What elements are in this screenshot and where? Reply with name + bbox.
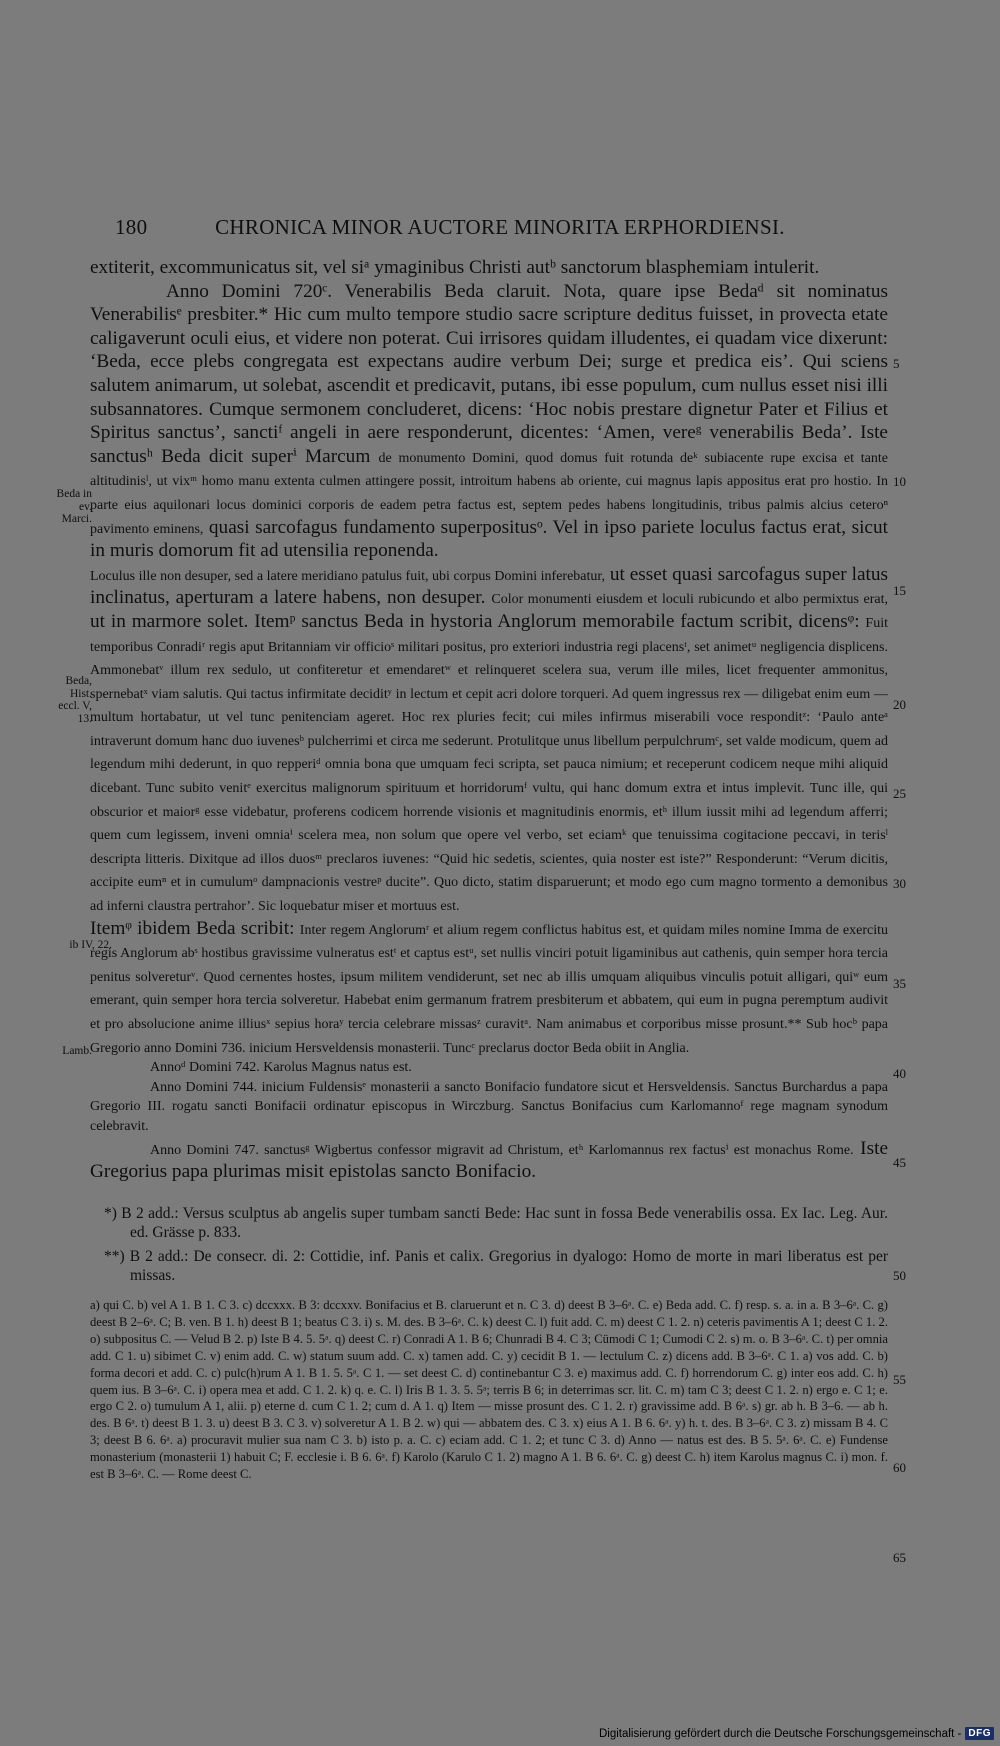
footer-text: Digitalisierung gefördert durch die Deutsche Forschungsgemeinschaft -: [598, 1727, 962, 1740]
critical-apparatus: a) qui C. b) vel A 1. B 1. C 3. c) dccxxx. B 3: dccxxv. Bonifacius et B. claruerunt et n. C 3. d) deest B 3–6ᵃ. C. e) Beda add. C. f) resp. s. a. in a. B 3–6ᵃ. C. g) deest B 2–6ᵃ. C; B. ven. B 1. h) deest B 1; beatus C 3. i) s. M. des. B 3–6ᵃ. C. k) deest C. l) fuit add. C. m) deest C 1. 2. n) ceteris pavimentis A 1; deest C 1. 2. o) subpositus C. — Velud B 2. p) Iste B 4. 5. 5ᵃ. q) deest C. r) Conradi A 1. B 6; Chunradi B 4. C 3; Cümodi C 1; Cumodi C 2. s) m. o. B 3–6ᵃ. C. t) per omnia add. C 1. u) sibimet C. v) enim add. C. w) statum suum add. C. x) tamen add. C. y) cecidit B 1. — lectulum C. z) dicens add. B 3–6ᵃ. C 1. a) vos add. C. b) forma decori et add. C. c) pulc(h)rum A 1. B 1. 5. 5ᵃ. C 1. — set deest C. d) continebantur C 3. e) maximus add. C. f) horrendorum C. g) inter eos add. C. h) quem ius. B 3–6ᵃ. C. i) opera mea et add. C 1. 2. k) q. e. C. l) Iris B 1. 3. 5. 5ᵃ; terris B 6; in deterrimas scr. lit. C. m) tam C 3; deest C 1. 2. n) ergo e. C 1; e. ergo C 2. o) tumulum A 1, alii. p) eterne d. cum C 1. 2; cum d. A 1. q) Item — misse prosunt des. C 1. 2. r) gravissime add. B 6ᵃ. s) gr. ab h. B 3–6. — ab h. des. B 6ᵃ. t) deest B 1. 3. u) deest B 3. C 3. v) solveretur A 1. B 2. w) qui — abbatem des. C 3. x) eius A 1. B 6. 6ᵃ. y) h. t. des. B 3–6ᵃ. C 3. z) missam B 4. C 3; deest B 6. 6ᵃ. a) procuravit mulier sua nam C 3. b) isto p. a. C. c) eciam add. C 1. 2; et tunc C 3. d) Anno — natus est des. B 5. 5ᵃ. 6ᵃ. C. e) Fundense monasterium (monasterii 1) habuit C; F. ecclesie i. B 6. 6ᵃ. f) Karolo (Karulo C 1. 2) magno A 1. B 6. 6ᵃ. C. g) deest C. h) item Karolus magnus C. i) mon. f. est B 3–6ᵃ. C. — Rome deest C.: [90, 1298, 888, 1482]
paragraph-8-quote: Anno Domini 747. sanctusᵍ Wigbertus confessor migravit ad Christum, etʰ Karlomannus rex factusⁱ est monachus Rome.: [150, 1142, 854, 1158]
paragraph-3-quote: Loculus ille non desuper, sed a latere meridiano patulus fuit, ubi corpus Domini inferebatur,: [90, 568, 605, 584]
paragraph-4-quote: Fuit temporibus Conradiʳ regis aput Britanniam vir officioˢ militari positus, pro exteriori industria regi placensᵗ, set animetᵘ negligencia displicens. Ammonebatᵛ illum rex sedulo, ut confiteretur et emendaretʷ et relinqueret scelera sua, verum ille miles, licet frequenter ammonitus, spernebatˣ viam salutis. Qui tactus infirmitate deciditʸ in lectum et cepit acri dolore torqueri. Ad quem ingressus rex — diligebat enim eum — multum hortabatur, ut vel tunc penitenciam ageret. Hoc rex pluries fecit; cui miles infirmus miserabili voce responditᶻ: ‘Paulo anteᵃ intraverunt domum hanc duo iuvenesᵇ pulcherrimi et circa me sederunt. Protulitque unus libellum perpulchrumᶜ, set valde modicum, quem ad legendum mihi dederunt, in quo repperiᵈ omnia bona que umquam feci scripta, set pauca nimium; et receperunt codicem neque mihi aliquid dicebant. Tunc subito venitᵉ exercitus malignorum spirituum et horridorumᶠ vultu, qui hanc domum extra et intus implevit. Tunc ille, qui obscurior et maiorᵍ esse videbatur, proferens codicem horrende visionis et magnitudinis enormis, etʰ illum iussit mihi ad legendum afferri; quem cum legissem, inveni omniaⁱ scelera mea, non solum que opere vel verbo, set eciamᵏ que tenuissima cogitacione peccavi, in terisˡ descripta litteris. Dixitque ad illos duosᵐ preclaros iuvenes: “Quid hic sedetis, scientes, quia noster est iste?” Responderunt: “Verum dicitis, accipite eumⁿ et in cumulumᵒ dampnacionis vestreᵖ ducite”. Quo dicto, statim disparuerunt; et modo ego cum magno tormento a demonibus ad inferni claustra pertrahor’. Sic loquebatur miser et mortuus est.: [90, 615, 888, 915]
body-text: [90, 256, 888, 1184]
paragraph-3-text: ut esset quasi sarcofagus super latus inclinatus, aperturam a latere habens, non desuper.: [90, 563, 889, 609]
paragraph-5-text: Itemᵠ ibidem Beda scribit:: [90, 917, 295, 939]
page-header: [115, 215, 885, 240]
paragraph-2-text: Anno Domini 720ᶜ. Venerabilis Beda claruit. Nota, quare ipse Bedaᵈ sit nominatus Venerabilisᵉ presbiter.* Hic cum multo tempore studio sacre scripture deditus fuisset, in provecta etate caligaverunt oculi eius, et videre non poterat. Cui irrisores quidam illudentes, ei quadam vice dixerunt: ‘Beda, ecce plebs congregata est expectans audire verbum Dei; surge et predica eis’. Qui sciens salutem animarum, ut solebat, ascendit et predicavit, putans, ibi esse populum, cum nullus esset nisi illi subsannatores. Cumque sermonem concluderet, dicens: ‘Hoc nobis prestare dignetur Pater et Filius et Spiritus sanctus’, sanctiᶠ angeli in aere responderunt, dicentes: ‘Amen, vereᵍ venerabilis Beda’. Iste sanctusʰ Beda dicit superⁱ Marcum: [90, 280, 888, 467]
dfg-logo: DFG: [965, 1727, 994, 1740]
paragraph-3: [90, 563, 888, 917]
line-number: 55: [893, 1372, 906, 1387]
line-number: 35: [893, 976, 906, 991]
paragraph-8-text: Iste Gregorius papa plurimas misit epistolas sancto Bonifacio.: [90, 1137, 889, 1183]
line-number: 15: [893, 583, 906, 598]
line-number: 25: [893, 786, 906, 801]
digitization-footer: [599, 1727, 994, 1740]
paragraph-1: extiterit, excommunicatus sit, vel siᵃ ymaginibus Christi autᵇ sanctorum blasphemiam intulerit.: [90, 257, 820, 278]
line-number: 65: [893, 1550, 906, 1565]
line-number: 5: [893, 356, 900, 371]
running-title: CHRONICA MINOR AUCTORE MINORITA ERPHORDIENSI.: [215, 215, 785, 239]
paragraph-2-quote: de monumento Domini, quod domus fuit rotunda deᵏ subiacente rupe excisa et tante altitudinisˡ, ut vixᵐ homo manu extenta culmen attingere possit, introitum habens ab oriente, cui magnus lapis appositus erat pro hostio. In parte eius aquilonari locus dominici corporis de eadem petra factus est, septem pedes habens longitudinis, tribus palmis alcius ceteroⁿ pavimento eminens,: [90, 450, 888, 537]
paragraph-5: [90, 917, 888, 1059]
footnote-1: *) B 2 add.: Versus sculptus ab angelis super tumbam sancti Bede: Hac sunt in fossa Bede venerabilis ossa. Ex Iac. Leg. Aur. ed. Grässe p. 833.: [104, 1205, 888, 1241]
line-number: 10: [893, 474, 906, 489]
page-number: 180: [115, 215, 148, 239]
line-number: 60: [893, 1460, 906, 1475]
line-number: 40: [893, 1066, 906, 1081]
margin-note-2: Beda, Hist. eccl. V, 13.: [58, 675, 92, 725]
margin-note-4: Lamb.: [62, 1045, 92, 1057]
paragraph-2: [90, 280, 888, 563]
paragraph-2-cont: quasi sarcofagus fundamento superpositusᵒ. Vel in ipso pariete loculus factus erat, sicut in muris domorum fit ad utensilia reponenda.: [90, 516, 888, 562]
paragraph-7: Anno Domini 744. inicium Fuldensisᵉ monasterii a sancto Bonifacio fundatore sicut et Hersveldensis. Sanctus Burchardus a papa Gregorio III. rogatu sancti Bonifacii ordinatur episcopus in Wirczburg. Sanctus Bonifacius cum Karlomannoᶠ rege magnam synodum celebravit.: [90, 1079, 888, 1134]
paragraph-3-quote-2: Color monumenti eiusdem et loculi rubicundo et albo permixtus erat,: [491, 592, 889, 608]
margin-note-3: ib IV, 22.: [69, 939, 112, 951]
footnotes: [90, 1204, 888, 1285]
footnote-2: **) B 2 add.: De consecr. di. 2: Cottidie, inf. Panis et calix. Gregorius in dyalogo: Homo de morte in mari liberatus est per missas.: [104, 1248, 888, 1284]
line-number: 50: [893, 1268, 906, 1283]
line-number: 20: [893, 697, 906, 712]
paragraph-3-text-2: ut in marmore solet. Itemᵖ sanctus Beda in hystoria Anglorum memorabile factum scribit, dicensᵠ:: [90, 610, 860, 632]
line-number: 45: [893, 1155, 906, 1170]
line-number: 30: [893, 876, 906, 891]
paragraph-6: Annoᵈ Domini 742. Karolus Magnus natus est.: [150, 1060, 412, 1076]
margin-note-1: Beda in ev. Marci.: [56, 488, 92, 525]
paragraph-5-quote: Inter regem Anglorumʳ et alium regem conflictus habitus est, et quidam miles nomine Imma de exercitu regis Anglorum abˢ hostibus gravissime vulneratus estᵗ et captus estᵘ, set nullis vinciri potuit ligaminibus aut cathenis, quin semper hora tercia penitus solvereturᵛ. Quod cernentes hostes, ipsum militem vendiderunt, set nec ab illis umquam aliquibus vinculis potuit alligari, quiʷ eum emerant, quin semper hora tercia solveretur. Habebat enim germanum fratrem presbiterum et abbatem, qui eum in pugna peremptum audivit et pro absolucione anime illiusˣ sepius horaʸ tercia celebrare missasᶻ curavitᵃ. Nam animabus et corporibus misse prosunt.** Sub hocᵇ papa Gregorio anno Domini 736. inicium Hersveldensis monasterii. Tuncᶜ preclarus doctor Beda obiit in Anglia.: [90, 922, 888, 1056]
paragraph-8: [90, 1137, 888, 1184]
